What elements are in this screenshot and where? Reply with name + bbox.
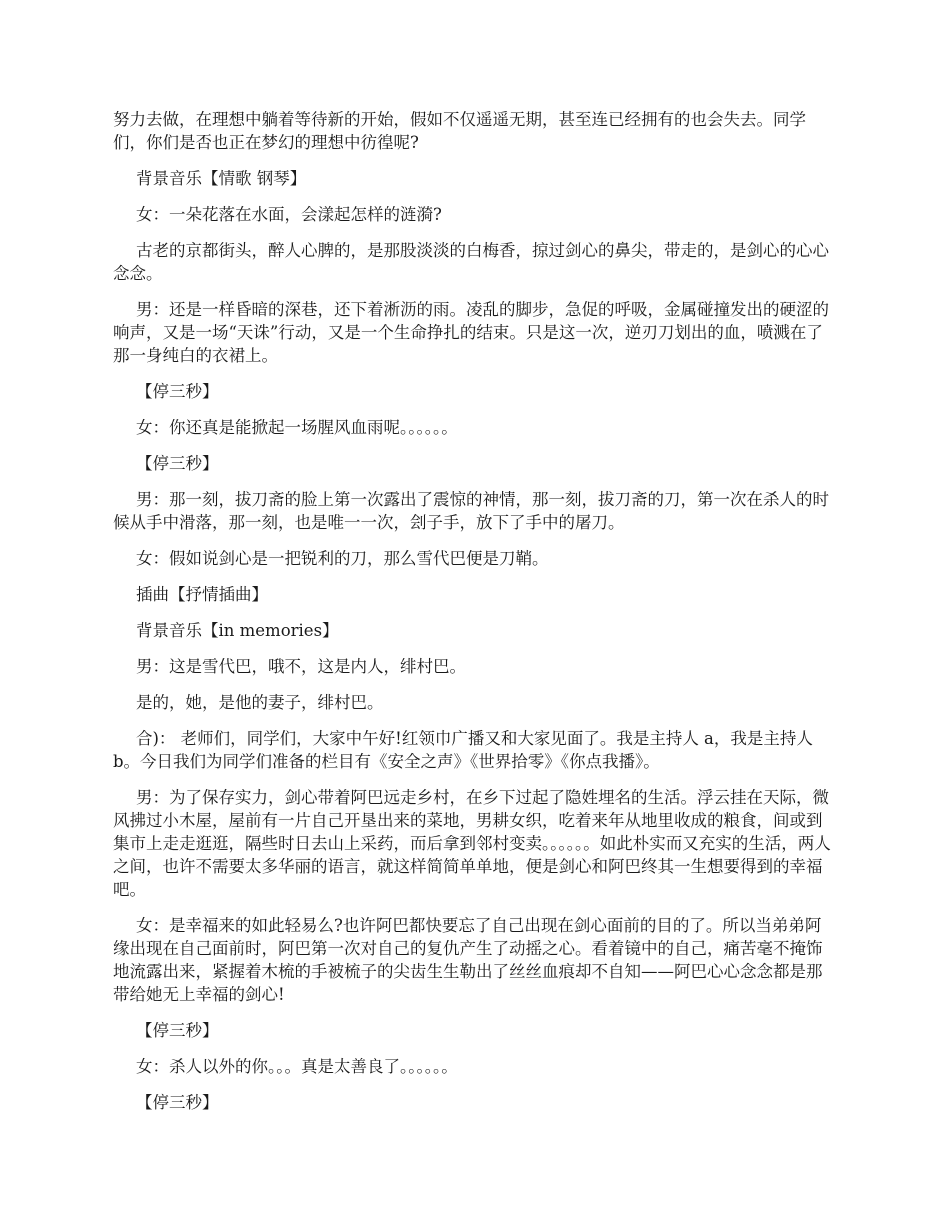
paragraph: 【停三秒】 [136, 454, 219, 473]
paragraph: 男：这是雪代巴，哦不，这是内人，绯村巴。 [136, 657, 466, 676]
paragraph: 女：是幸福来的如此轻易么?也许阿巴都快要忘了自己出现在剑心面前的目的了。所以当弟弟阿缘出现在自己面前时，阿巴第一次对自己的复仇产生了动摇之心。看着镜中的自己，痛苦毫不掩饰地流露出来，紧握着木梳的手被梳子的尖齿生生勒出了丝丝血痕却不自知——阿巴心心念念都是那带给她无上幸福的剑心! [113, 916, 823, 1004]
paragraph: 女：假如说剑心是一把锐利的刀，那么雪代巴便是刀鞘。 [136, 549, 549, 568]
paragraph: 【停三秒】 [136, 1021, 219, 1040]
paragraph: 插曲【抒情插曲】 [136, 585, 268, 604]
paragraph: 男：为了保存实力，剑心带着阿巴远走乡村，在乡下过起了隐姓埋名的生活。浮云挂在天际，微风拂过小木屋，屋前有一片自己开垦出来的菜地，男耕女织，吃着来年从地里收成的粮食，间或到集市上走走逛逛，隔些时日去山上采药，而后拿到邻村变卖。。。。。。如此朴实而又充实的生活，两人之间，也许不需要太多华丽的语言，就这样简简单单地，便是剑心和阿巴终其一生想要得到的幸福吧。 [113, 788, 831, 899]
paragraph: 女：你还真是能掀起一场腥风血雨呢。。。。。。 [136, 418, 458, 437]
paragraph: 【停三秒】 [136, 382, 219, 401]
paragraph: 男：还是一样昏暗的深巷，还下着淅沥的雨。凌乱的脚步，急促的呼吸，金属碰撞发出的硬涩的响声，又是一场“天诛”行动，又是一个生命挣扎的结束。只是这一次，逆刃刀划出的血，喷溅在了那一身纯白的衣裙上。 [113, 300, 829, 365]
paragraph: 男：那一刻，拔刀斋的脸上第一次露出了震惊的神情，那一刻，拔刀斋的刀，第一次在杀人的时候从手中滑落，那一刻，也是唯一一次，刽子手，放下了手中的屠刀。 [113, 490, 829, 532]
paragraph: 女：一朵花落在水面，会漾起怎样的涟漪? [136, 205, 442, 224]
paragraph: 女：杀人以外的你。。。真是太善良了。。。。。。 [136, 1057, 458, 1076]
paragraph: 古老的京都街头，醉人心脾的，是那股淡淡的白梅香，掠过剑心的鼻尖，带走的，是剑心的心心念念。 [113, 241, 829, 283]
paragraph: 努力去做，在理想中躺着等待新的开始，假如不仅遥遥无期，甚至连已经拥有的也会失去。同学们，你们是否也正在梦幻的理想中彷徨呢? [113, 110, 806, 152]
paragraph: 【停三秒】 [136, 1093, 219, 1112]
paragraph: 背景音乐【in memories】 [136, 621, 339, 640]
paragraph: 是的，她，是他的妻子，绯村巴。 [136, 693, 384, 712]
paragraph: 背景音乐【情歌 钢琴】 [136, 169, 307, 188]
paragraph: 合)： 老师们，同学们，大家中午好!红领巾广播又和大家见面了。我是主持人 a，我是主持人 b。今日我们为同学们准备的栏目有《安全之声》《世界拾零》《你点我播》。 [113, 729, 813, 771]
